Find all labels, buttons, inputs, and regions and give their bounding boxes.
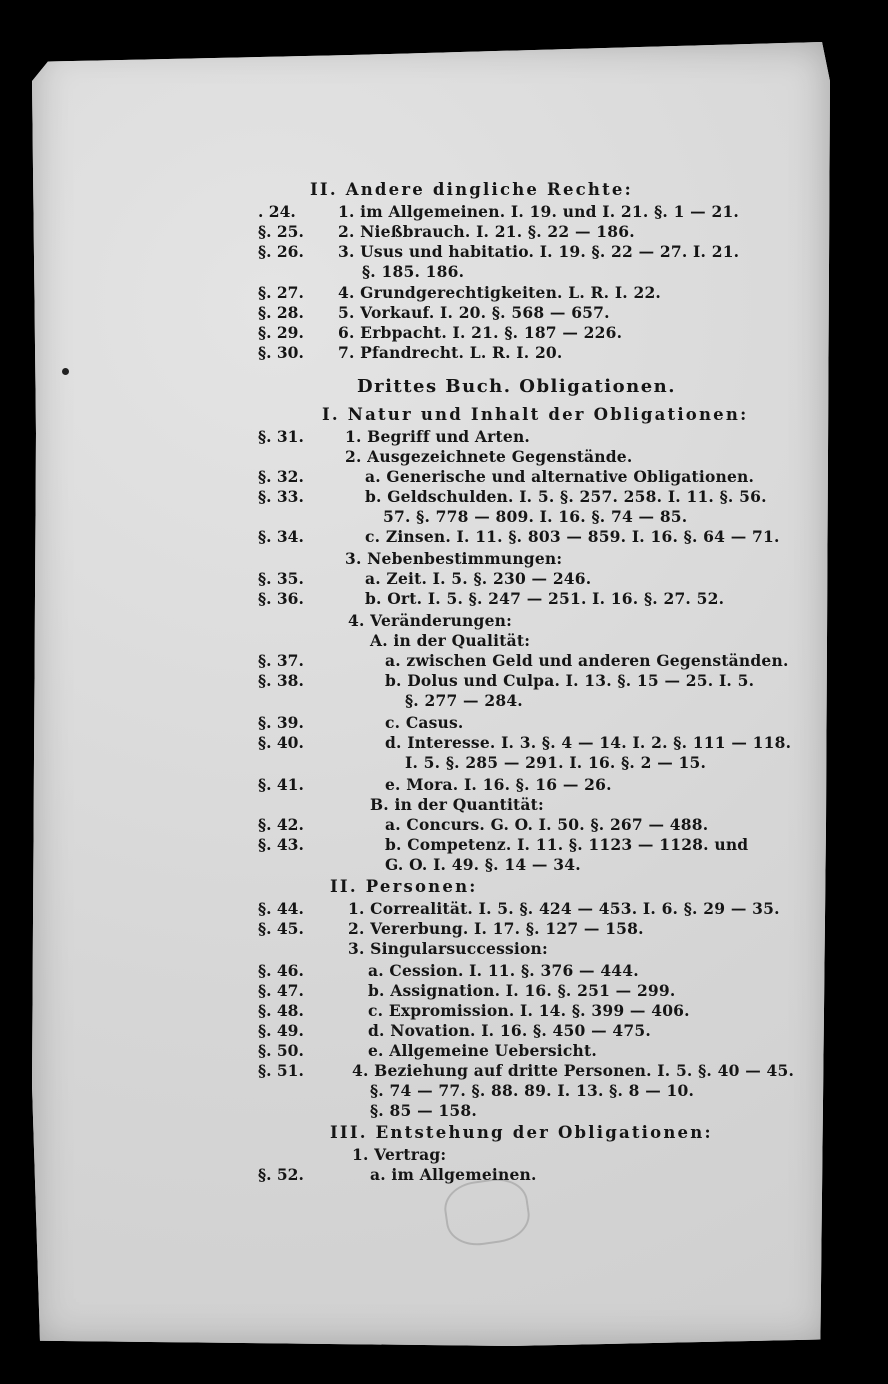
- toc-entry: e. Allgemeine Uebersicht.: [368, 1041, 597, 1060]
- toc-entry: G. O. I. 49. §. 14 — 34.: [385, 855, 581, 874]
- toc-entry: 3. Nebenbestimmungen:: [345, 549, 563, 568]
- section-ref: §. 41.: [258, 775, 304, 794]
- section-heading: Drittes Buch. Obligationen.: [357, 376, 677, 397]
- toc-entry: 5. Vorkauf. I. 20. §. 568 — 657.: [338, 303, 610, 322]
- toc-entry: 2. Nießbrauch. I. 21. §. 22 — 186.: [338, 222, 635, 241]
- section-ref: §. 30.: [258, 343, 304, 362]
- toc-entry: a. Cession. I. 11. §. 376 — 444.: [368, 961, 639, 980]
- toc-entry: b. Assignation. I. 16. §. 251 — 299.: [368, 981, 676, 1000]
- section-heading: II. Andere dingliche Rechte:: [310, 180, 633, 199]
- toc-entry: b. Ort. I. 5. §. 247 — 251. I. 16. §. 27. 52.: [365, 589, 725, 608]
- section-ref: §. 27.: [258, 283, 304, 302]
- toc-entry: 1. Begriff und Arten.: [345, 427, 531, 446]
- toc-entry: d. Interesse. I. 3. §. 4 — 14. I. 2. §. 111 — 118.: [385, 733, 792, 752]
- toc-entry: 3. Usus und habitatio. I. 19. §. 22 — 27. I. 21.: [338, 242, 740, 261]
- section-heading: II. Personen:: [330, 877, 478, 896]
- toc-entry: a. im Allgemeinen.: [370, 1165, 537, 1184]
- section-ref: §. 50.: [258, 1041, 304, 1060]
- toc-entry: 2. Ausgezeichnete Gegenstände.: [345, 447, 633, 466]
- toc-entry: §. 74 — 77. §. 88. 89. I. 13. §. 8 — 10.: [370, 1081, 695, 1100]
- section-ref: §. 40.: [258, 733, 304, 752]
- toc-entry: 4. Veränderungen:: [348, 611, 513, 630]
- section-heading: I. Natur und Inhalt der Obligationen:: [322, 405, 749, 424]
- section-ref: §. 43.: [258, 835, 304, 854]
- toc-entry: b. Competenz. I. 11. §. 1123 — 1128. und: [385, 835, 749, 854]
- section-ref: §. 46.: [258, 961, 304, 980]
- toc-entry: 3. Singularsuccession:: [348, 939, 548, 958]
- section-ref: §. 32.: [258, 467, 304, 486]
- section-ref: §. 35.: [258, 569, 304, 588]
- section-ref: §. 33.: [258, 487, 304, 506]
- toc-entry: §. 185. 186.: [362, 262, 465, 281]
- toc-entry: b. Geldschulden. I. 5. §. 257. 258. I. 11. §. 56.: [365, 487, 767, 506]
- section-ref: §. 29.: [258, 323, 304, 342]
- toc-entry: §. 277 — 284.: [405, 691, 523, 710]
- section-ref: §. 26.: [258, 242, 304, 261]
- section-ref: §. 52.: [258, 1165, 304, 1184]
- toc-entry: c. Zinsen. I. 11. §. 803 — 859. I. 16. §. 64 — 71.: [365, 527, 780, 546]
- section-ref: §. 44.: [258, 899, 304, 918]
- toc-entry: 7. Pfandrecht. L. R. I. 20.: [338, 343, 563, 362]
- section-ref: §. 47.: [258, 981, 304, 1000]
- toc-entry: a. zwischen Geld und anderen Gegenständen.: [385, 651, 789, 670]
- toc-entry: 2. Vererbung. I. 17. §. 127 — 158.: [348, 919, 644, 938]
- section-ref: §. 36.: [258, 589, 304, 608]
- toc-entry: 1. Correalität. I. 5. §. 424 — 453. I. 6. §. 29 — 35.: [348, 899, 780, 918]
- binding-hole: [62, 368, 69, 375]
- toc-entry: I. 5. §. 285 — 291. I. 16. §. 2 — 15.: [405, 753, 707, 772]
- section-ref: §. 39.: [258, 713, 304, 732]
- toc-entry: e. Mora. I. 16. §. 16 — 26.: [385, 775, 612, 794]
- section-ref: §. 28.: [258, 303, 304, 322]
- toc-entry: a. Generische und alternative Obligationen.: [365, 467, 755, 486]
- toc-entry: d. Novation. I. 16. §. 450 — 475.: [368, 1021, 651, 1040]
- toc-entry: c. Expromission. I. 14. §. 399 — 406.: [368, 1001, 690, 1020]
- section-ref: §. 48.: [258, 1001, 304, 1020]
- toc-entry: 1. Vertrag:: [352, 1145, 447, 1164]
- toc-entry: 4. Grundgerechtigkeiten. L. R. I. 22.: [338, 283, 662, 302]
- section-ref: §. 45.: [258, 919, 304, 938]
- toc-entry: a. Zeit. I. 5. §. 230 — 246.: [365, 569, 592, 588]
- toc-entry: A. in der Qualität:: [370, 631, 531, 650]
- toc-entry: 57. §. 778 — 809. I. 16. §. 74 — 85.: [383, 507, 688, 526]
- section-ref: §. 42.: [258, 815, 304, 834]
- section-ref: §. 34.: [258, 527, 304, 546]
- toc-entry: 1. im Allgemeinen. I. 19. und I. 21. §. 1 — 21.: [338, 202, 740, 221]
- toc-entry: a. Concurs. G. O. I. 50. §. 267 — 488.: [385, 815, 709, 834]
- toc-entry: B. in der Quantität:: [370, 795, 544, 814]
- section-ref: §. 31.: [258, 427, 304, 446]
- toc-entry: 4. Beziehung auf dritte Personen. I. 5. §. 40 — 45.: [352, 1061, 795, 1080]
- toc-entry: 6. Erbpacht. I. 21. §. 187 — 226.: [338, 323, 623, 342]
- section-ref: §. 37.: [258, 651, 304, 670]
- toc-entry: §. 85 — 158.: [370, 1101, 477, 1120]
- section-ref: §. 49.: [258, 1021, 304, 1040]
- toc-entry: b. Dolus und Culpa. I. 13. §. 15 — 25. I. 5.: [385, 671, 755, 690]
- section-ref: §. 51.: [258, 1061, 304, 1080]
- toc-entry: c. Casus.: [385, 713, 464, 732]
- section-ref: §. 25.: [258, 222, 304, 241]
- section-ref: . 24.: [258, 202, 296, 221]
- section-ref: §. 38.: [258, 671, 304, 690]
- section-heading: III. Entstehung der Obligationen:: [330, 1123, 713, 1142]
